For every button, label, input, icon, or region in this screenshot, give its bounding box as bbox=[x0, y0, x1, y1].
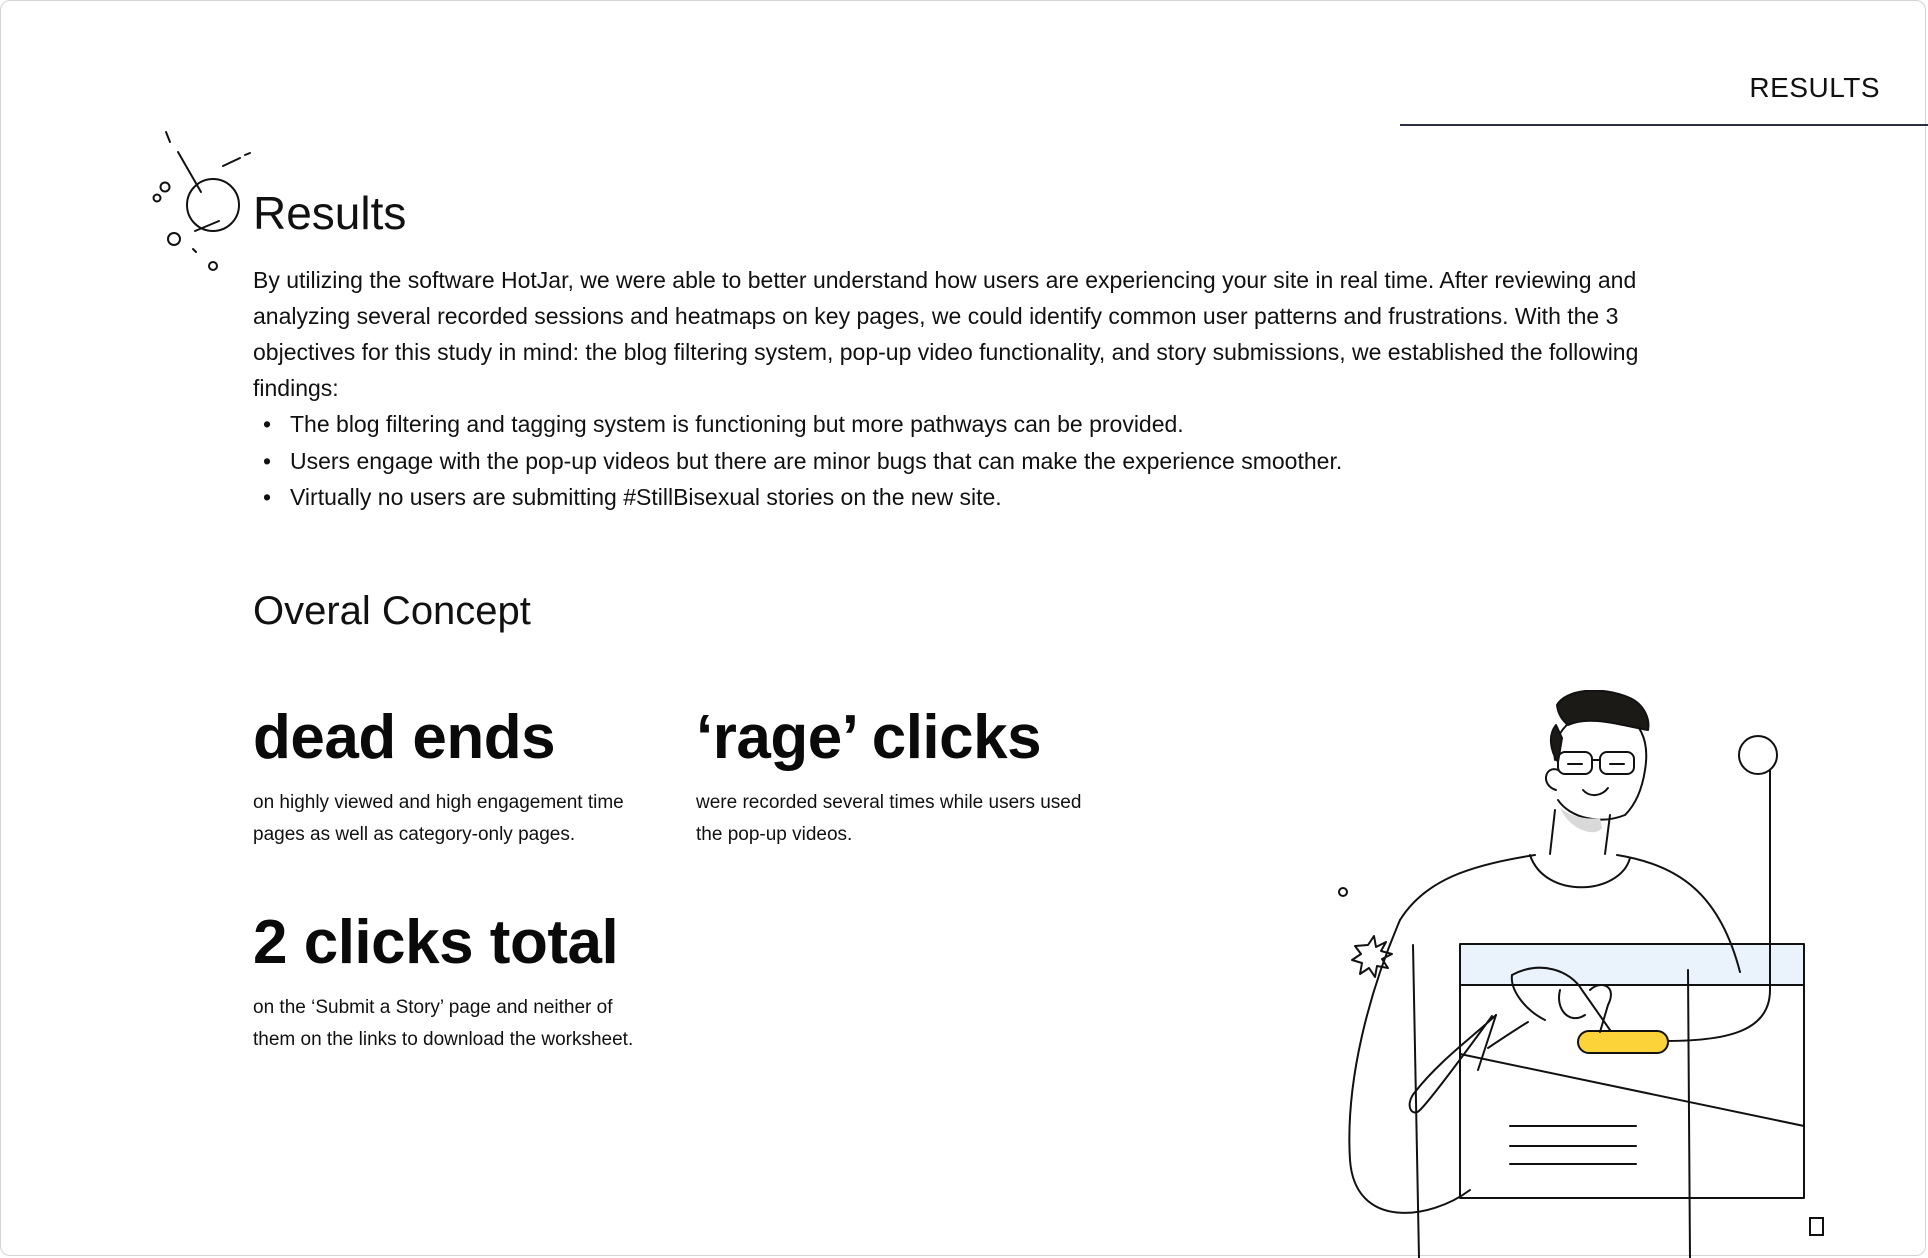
stat-headline: ‘rage’ clicks bbox=[696, 703, 1042, 772]
finding-item bbox=[253, 406, 1553, 443]
findings-list bbox=[253, 406, 1553, 516]
stat-description: on highly viewed and high engagement time pages as well as category-only pages. bbox=[253, 792, 624, 845]
stat-headline: dead ends bbox=[253, 703, 556, 772]
stat-rage-clicks bbox=[696, 703, 1096, 851]
finding-text: Users engage with the pop-up videos but there are minor bugs that can make the experience smoother. bbox=[290, 447, 1343, 474]
concept-title: Overal Concept bbox=[253, 589, 531, 633]
bullet-marker: • bbox=[263, 484, 272, 510]
small-rectangle-icon bbox=[1808, 1216, 1826, 1238]
finding-text: The blog filtering and tagging system is functioning but more pathways can be provided. bbox=[290, 411, 1184, 437]
page-title: Results bbox=[253, 187, 407, 239]
stat-clicks-total bbox=[253, 908, 653, 1056]
sparkle-circles-icon bbox=[148, 125, 258, 275]
person-clicking-browser-illustration bbox=[1300, 690, 1820, 1258]
intro-paragraph: By utilizing the software HotJar, we were able to better understand how users are experiencing your site in real time. After reviewing and analyzing several recorded sessions and heatmaps on key pages, we could identify common user patterns and frustrations. With the 3 objectives for this study in mind: the blog filtering system, pop-up video functionality, and story submissions, we established the following findings: bbox=[253, 267, 1639, 401]
finding-item bbox=[253, 443, 1553, 480]
section-tag: RESULTS bbox=[1749, 72, 1880, 103]
finding-text: Virtually no users are submitting #StillBisexual stories on the new site. bbox=[290, 484, 1002, 510]
stat-description: on the ‘Submit a Story’ page and neither of them on the links to download the worksheet. bbox=[253, 997, 634, 1050]
stat-description: were recorded several times while users used the pop-up videos. bbox=[696, 792, 1082, 845]
finding-item bbox=[253, 479, 1553, 516]
section-divider bbox=[1400, 124, 1928, 126]
stat-headline: 2 clicks total bbox=[253, 908, 619, 977]
bullet-marker: • bbox=[263, 447, 272, 474]
bullet-marker: • bbox=[263, 411, 272, 437]
stat-dead-ends bbox=[253, 703, 653, 851]
